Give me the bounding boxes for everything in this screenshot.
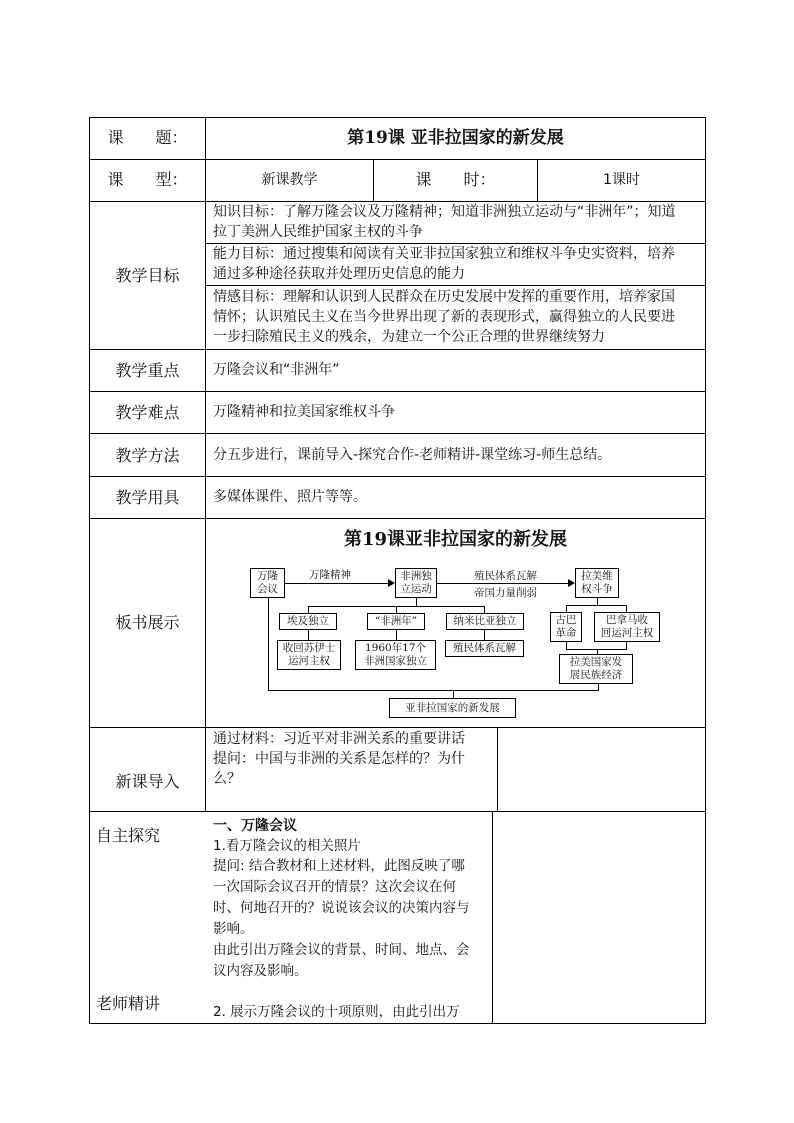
topic-label: 课 题：: [107, 128, 188, 147]
node-africa-independence: 非洲独 立运动: [395, 568, 437, 598]
node-collapse: 殖民体系瓦解: [445, 640, 524, 657]
arrow1-label: 万隆精神: [309, 569, 351, 581]
arrow1-line: [285, 583, 389, 584]
tools-value: 多媒体课件、照片等等。: [213, 489, 367, 505]
tools-label: 教学用具: [115, 488, 180, 507]
intro-line: 通过材料：习近平对非洲关系的重要讲话: [213, 731, 465, 747]
explore-line: 提问: 结合教材和上述材料，此图反映了哪: [213, 858, 465, 874]
board-title: 第19课亚非拉国家的新发展: [343, 529, 568, 550]
lesson-title: 第19课 亚非拉国家的新发展: [347, 128, 564, 148]
node-bandung: 万隆 会议: [250, 568, 285, 598]
arrow2-label-bottom: 帝国力量削弱: [474, 587, 537, 599]
node-egypt: 埃及独立: [279, 613, 337, 630]
arrow1-head: [388, 579, 395, 587]
objectives-label: 教学目标: [115, 266, 180, 285]
explore-line: 1.看万隆会议的相关照片: [213, 838, 361, 854]
node-panama: 巴拿马收 回运河主权: [594, 612, 660, 642]
node-latam-rights: 拉美维 权斗争: [575, 568, 619, 598]
explore-label: 自主探究: [96, 826, 161, 845]
key-points-label: 教学重点: [115, 361, 180, 380]
key-points-value: 万隆会议和“非洲年”: [213, 362, 340, 378]
objective-knowledge-line: 拉丁美洲人民维护国家主权的斗争: [213, 224, 423, 240]
hours-label: 课 时：: [415, 170, 496, 189]
lecture-label: 老师精讲: [96, 994, 161, 1013]
arrow2-line: [437, 583, 569, 584]
difficulties-label: 教学难点: [115, 403, 180, 422]
node-bottom-summary: 亚非拉国家的新发展: [389, 698, 516, 718]
intro-line: 么？: [213, 771, 241, 787]
explore-line: 时、何地召开的？说说该会议的决策内容与: [213, 900, 470, 916]
explore-line: 议内容及影响。: [213, 963, 308, 979]
node-namibia: 纳米比亚独立: [446, 613, 524, 630]
objective-ability-line: 通过多种途径获取并处理历史信息的能力: [213, 266, 465, 282]
explore-line: 影响。: [213, 921, 254, 937]
explore-line: 一次国际会议召开的情景？这次会议在何: [213, 879, 456, 895]
node-africa-year: “非洲年”: [367, 613, 425, 630]
type-value: 新课教学: [261, 172, 318, 188]
type-label: 课 型：: [107, 170, 188, 189]
hours-value: 1课时: [603, 172, 640, 188]
objective-ability-line: 能力目标：通过搜集和阅读有关亚非拉国家独立和维权斗争史实资料，培养: [213, 246, 675, 262]
objective-emotion-line: 一步扫除殖民主义的残余，为建立一个公正合理的世界继续努力: [213, 329, 605, 345]
arrow2-label-top: 殖民体系瓦解: [474, 570, 537, 582]
node-seventeen: 1960年17个 非洲国家独立: [355, 640, 436, 670]
methods-value: 分五步进行，课前导入-探究合作-老师精讲-课堂练习-师生总结。: [213, 447, 612, 463]
objective-emotion-line: 情怀；认识殖民主义在当今世界出现了新的表现形式，赢得独立的人民要进: [213, 309, 675, 325]
methods-label: 教学方法: [115, 446, 180, 465]
intro-label: 新课导入: [115, 772, 180, 791]
objective-emotion-line: 情感目标：理解和认识到人民群众在历史发展中发挥的重要作用，培养家国: [213, 289, 675, 305]
explore-line: 由此引出万隆会议的背景、时间、地点、会: [213, 942, 470, 958]
node-latam-economy: 拉美国家发 展民族经济: [559, 654, 633, 684]
explore-line: 2. 展示万隆会议的十项原则，由此引出万: [213, 1004, 460, 1020]
objective-knowledge-line: 知识目标：了解万隆会议及万隆精神；知道非洲独立运动与“非洲年”；知道: [213, 204, 676, 220]
explore-heading: 一、万隆会议: [213, 818, 297, 834]
intro-line: 提问：中国与非洲的关系是怎样的？为什: [213, 751, 465, 767]
node-suez: 收回苏伊士 运河主权: [277, 640, 341, 670]
node-cuba: 古巴 革命: [550, 612, 582, 642]
arrow2-head: [568, 579, 575, 587]
board-label: 板书展示: [115, 613, 180, 632]
difficulties-value: 万隆精神和拉美国家维权斗争: [213, 404, 395, 420]
